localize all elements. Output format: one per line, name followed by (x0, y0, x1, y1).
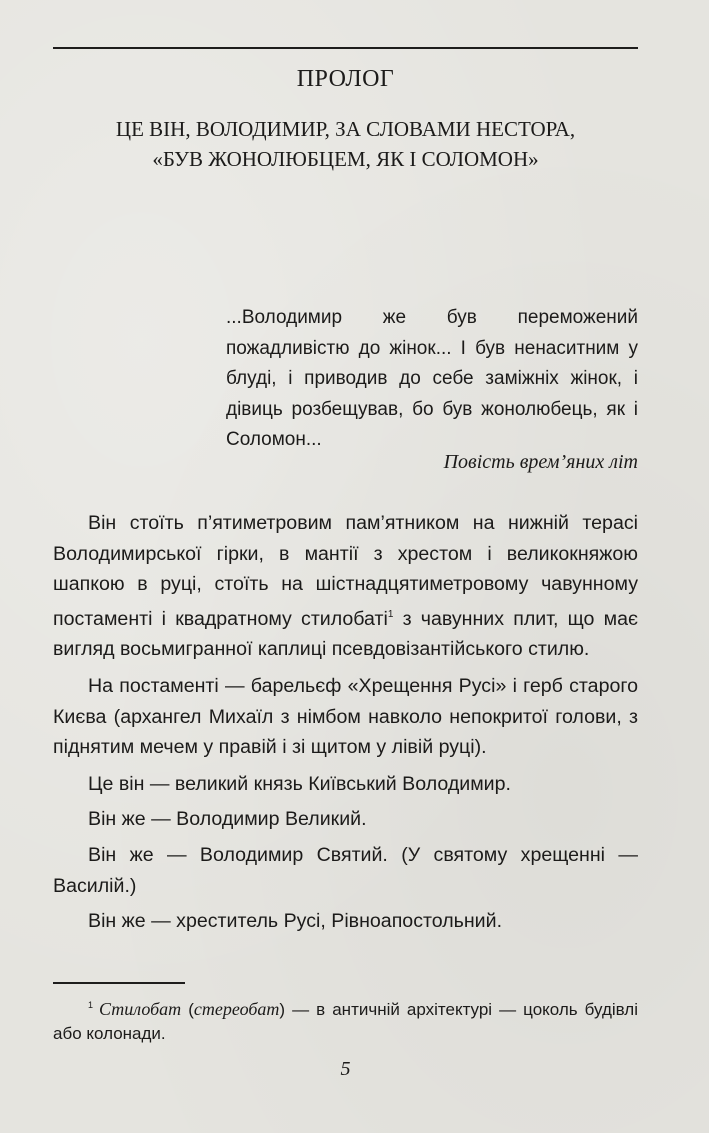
epigraph-source: Повість врем’яних літ (443, 451, 638, 473)
paragraph-grand-prince: Це він — великий князь Київський Володимир. (88, 772, 511, 795)
footnote-rule (53, 982, 185, 984)
footnote-term-alt: стереобат (193, 999, 280, 1019)
paragraph-monument: Він стоїть п’ятиметровим пам’ятником на нижній терасі Володимирської гірки, в мантії з хрестом і великокняжою шапкою в руці, стоїть на шістнадцятиметровому чавунному постаменті і квадратному стилобаті$^1$ з чавунних плит, що має вигляд восьмигранної каплиці псевдовізантійського стилю. (53, 512, 638, 661)
footnote-reference[interactable]: 1 (387, 608, 394, 620)
header-rule (53, 47, 638, 49)
epigraph-quote: ...Володимир же був переможений пожадливістю до жінок... І був ненаситним у блуді, і приводив до себе заміжніх жінок, і дівиць розбещував, бо був жонолюбець, як і Соломон... (226, 307, 638, 450)
paragraph-pedestal: На постаменті — барельєф «Хрещення Русі» і герб старого Києва (архангел Михаїл з німбом навколо непокритої голови, з піднятим мечем у правій і зі щитом у лівій руці). (53, 674, 638, 759)
footnote-term: Стилобат (99, 999, 182, 1019)
subtitle-line-2: «БУВ ЖОНОЛЮБЦЕМ, ЯК І СОЛОМОН» (152, 147, 539, 171)
footnote-mark: 1 (88, 1000, 94, 1010)
footnote-definition: — в античній архітектурі — цоколь будівлі або колонади. (53, 1000, 638, 1043)
paragraph-baptizer: Він же — хреститель Русі, Рівноапостольний. (88, 910, 503, 933)
footnote: $^1$ Стилобат (стереобат) — в античній архітектурі — цоколь будівлі або колонади. (53, 999, 638, 1043)
body-text (53, 508, 638, 942)
chapter-subtitle (53, 114, 638, 174)
paragraph-the-saint: Він же — Володимир Святий. (У святому хрещенні — Василій.) (53, 843, 638, 897)
paragraph-the-great: Він же — Володимир Великий. (88, 808, 367, 831)
page-number: 5 (340, 1058, 351, 1080)
chapter-title: ПРОЛОГ (296, 66, 395, 92)
subtitle-line-1: ЦЕ ВІН, ВОЛОДИМИР, ЗА СЛОВАМИ НЕСТОРА, (115, 117, 576, 141)
